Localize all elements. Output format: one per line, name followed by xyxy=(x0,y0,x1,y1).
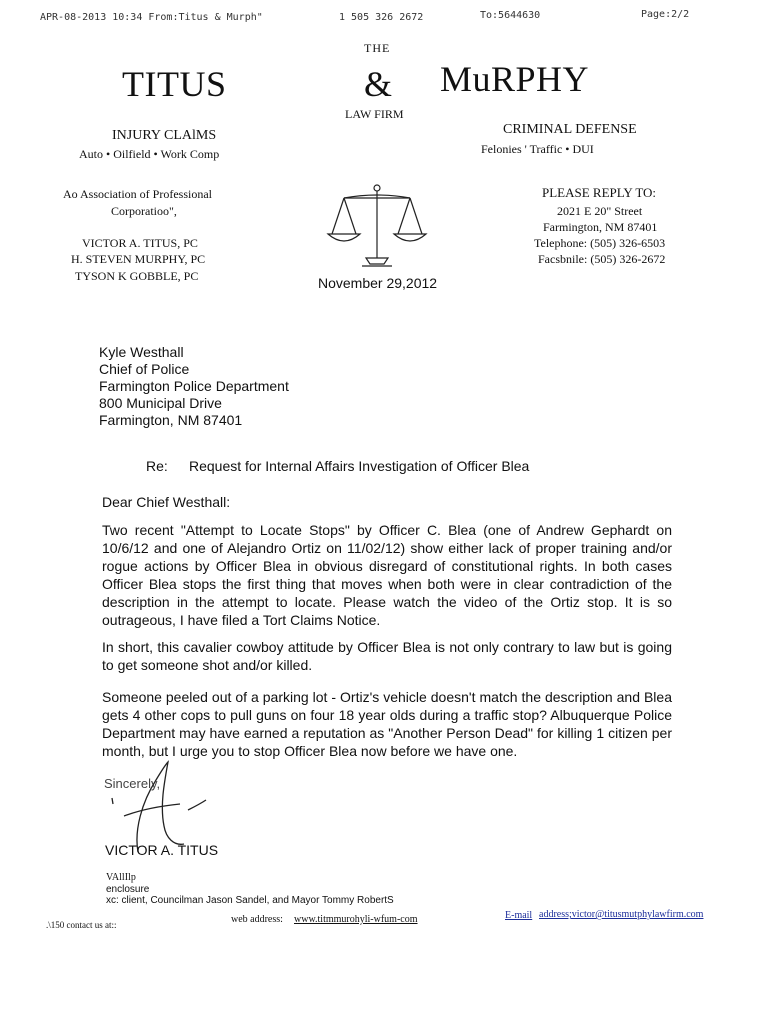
initials: VAllIlp xyxy=(106,872,136,883)
footer-email-label: E-mail xyxy=(505,910,533,921)
recipient-title: Chief of Police xyxy=(99,361,190,377)
enclosure: enclosure xyxy=(106,884,150,895)
scales-of-justice-icon xyxy=(322,182,432,268)
footer-web-link[interactable]: www.titmmurohyli-wfum-com xyxy=(294,914,418,925)
reply-facsimile: Facsbnile: (505) 326-2672 xyxy=(538,252,666,266)
firm-name-murphy: MuRPHY xyxy=(440,59,590,99)
fax-header-number: 1 505 326 2672 xyxy=(339,12,424,23)
reply-city: Farmington, NM 87401 xyxy=(543,220,658,234)
practice-criminal-defense: CRIMINAL DEFENSE xyxy=(503,122,637,137)
paragraph-3: Someone peeled out of a parking lot - Ortiz's vehicle doesn't match the description and Blea gets 4 other cops to pull guns on four 18 year olds during a traffic stop? Albuquerque Police Department may have earned a reputation as "Another Person Dead" for killing 1 citizen per month, but I urge you to stop Officer Blea now before we have one. xyxy=(102,689,672,759)
recipient-block xyxy=(99,344,289,429)
carbon-copy: xc: client, Councilman Jason Sandel, and Mayor Tommy RobertS xyxy=(106,895,394,906)
attorney-murphy: H. STEVEN MURPHY, PC xyxy=(71,252,206,266)
firm-name-ampersand: & xyxy=(364,64,393,104)
recipient-organization: Farmington Police Department xyxy=(99,378,289,394)
subject-label: Re: xyxy=(146,458,168,474)
fax-header-sender: APR-08-2013 10:34 From:Titus & Murph" xyxy=(40,12,263,23)
letterhead-the: THE xyxy=(364,41,391,55)
reply-street: 2021 E 20" Street xyxy=(557,204,643,218)
recipient-name: Kyle Westhall xyxy=(99,344,184,360)
attorney-titus: VICTOR A. TITUS, PC xyxy=(82,236,198,250)
practice-criminal-subtypes: Felonies ' Traffic • DUI xyxy=(481,142,594,156)
practice-injury-claims: INJURY CLAlMS xyxy=(112,128,217,143)
recipient-city: Farmington, NM 87401 xyxy=(99,412,243,428)
reply-telephone: Telephone: (505) 326-6503 xyxy=(534,236,666,250)
recipient-street: 800 Municipal Drive xyxy=(99,395,222,411)
paragraph-1: Two recent "Attempt to Locate Stops" by Officer C. Blea (one of Andrew Gephardt on 10/6/12 and one of Alejandro Ortiz on 11/02/12) show either lack of proper training and/or rogue actions by Officer Blea in obvious disregard of constitutional rights. In both cases Officer Blea stops the first thing that moves when both were in clear contradiction of the description in the attempt to locate. Please watch the video of the Ortiz stop. It is so outrageous, I have filed a Tort Claims Notice. xyxy=(102,522,672,628)
practice-injury-subtypes: Auto • Oilfield • Work Comp xyxy=(79,147,220,161)
association-line-1: Ao Association of Professional xyxy=(63,187,212,201)
closing: Sincerely, xyxy=(104,776,161,791)
footer-contact-label: .\150 contact us at:: xyxy=(46,920,117,930)
signature-name: VICTOR A. TITUS xyxy=(105,842,219,858)
paragraph-2: In short, this cavalier cowboy attitude by Officer Blea is not only contrary to law but is going to get someone shot and/or killed. xyxy=(102,639,672,673)
attorney-gobble: TYSON K GOBBLE, PC xyxy=(75,269,199,283)
footer-web-label: web address: xyxy=(231,914,283,925)
firm-name-titus: TITUS xyxy=(122,64,227,104)
reply-heading: PLEASE REPLY TO: xyxy=(542,185,657,200)
fax-header-page: Page:2/2 xyxy=(641,9,690,20)
letterhead-law-firm: LAW FIRM xyxy=(345,107,404,121)
fax-header-recipient: To:5644630 xyxy=(480,10,541,21)
salutation: Dear Chief Westhall: xyxy=(102,494,231,510)
association-line-2: Corporatioo", xyxy=(111,204,177,218)
subject-text: Request for Internal Affairs Investigation of Officer Blea xyxy=(189,458,530,474)
letter-date: November 29,2012 xyxy=(318,275,438,291)
footer-email-link[interactable]: address;victor@titusmutphylawfirm.com xyxy=(539,909,704,920)
